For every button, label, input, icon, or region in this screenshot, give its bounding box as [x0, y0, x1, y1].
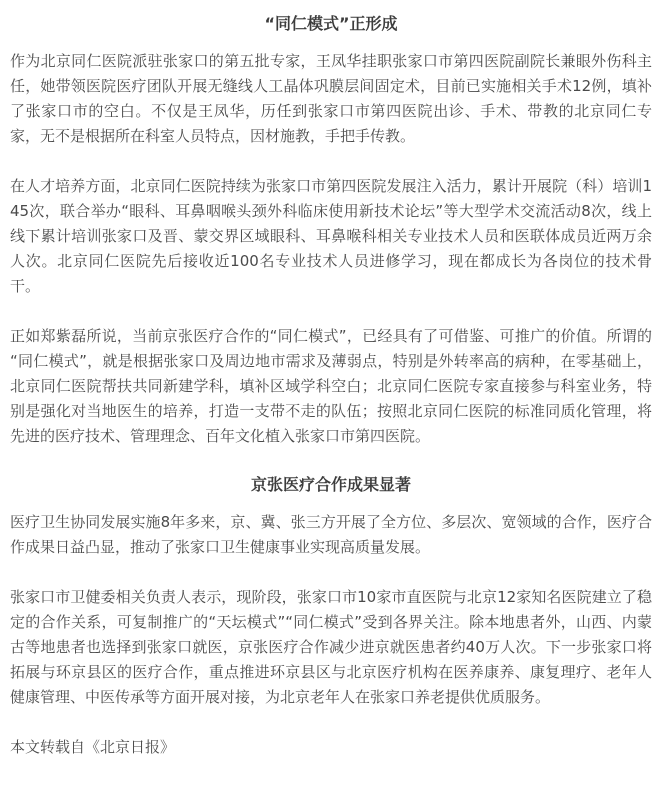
article-paragraph-1: 作为北京同仁医院派驻张家口的第五批专家，王凤华挂职张家口市第四医院副院长兼眼外伤科主任，她带领医院医疗团队开展无缝线人工晶体巩膜层间固定术，目前已实施相关手术12例，填补了张家口市的空白。不仅是王凤华，历任到张家口市第四医院出诊、手术、带教的北京同仁专家，无不是根据所在科室人员特点，因材施教，手把手传教。 [10, 52, 652, 145]
article-paragraph-3: 正如郑紫磊所说，当前京张医疗合作的“同仁模式”，已经具有了可借鉴、可推广的价值。所谓的“同仁模式”，就是根据张家口及周边地市需求及薄弱点，特别是外转率高的病种，在零基础上，北京同仁医院帮扶共同新建学科，填补区域学科空白；北京同仁医院专家直接参与科室业务，特别是强化对当地医生的培养，打造一支带不走的队伍；按照北京同仁医院的标准同质化管理，将先进的医疗技术、管理理念、百年文化植入张家口市第四医院。 [10, 327, 652, 445]
source-note: 本文转载自《北京日报》 [10, 738, 176, 756]
article-paragraph-4: 医疗卫生协同发展实施8年多来，京、冀、张三方开展了全方位、多层次、宽领域的合作，医疗合作成果日益凸显，推动了张家口卫生健康事业实现高质量发展。 [10, 513, 652, 556]
section-heading-cooperation-results: 京张医疗合作成果显著 [250, 475, 411, 494]
section-heading-tongren-mode: “同仁模式”正形成 [264, 14, 398, 33]
article-paragraph-2: 在人才培养方面，北京同仁医院持续为张家口市第四医院发展注入活力，累计开展院（科）培训145次，联合举办“眼科、耳鼻咽喉头颈外科临床使用新技术论坛”等大型学术交流活动8次，线上线下累计培训张家口及晋、蒙交界区域眼科、耳鼻喉科相关专业技术人员和医联体成员近两万余人次。北京同仁医院先后接收近100名专业技术人员进修学习，现在都成长为各岗位的技术骨干。 [10, 177, 652, 295]
article-paragraph-5: 张家口市卫健委相关负责人表示，现阶段，张家口市10家市直医院与北京12家知名医院建立了稳定的合作关系，可复制推广的“天坛模式”“同仁模式”受到各界关注。除本地患者外，山西、内蒙古等地患者也选择到张家口就医，京张医疗合作减少进京就医患者约40万人次。下一步张家口将拓展与环京县区的医疗合作，重点推进环京县区与北京医疗机构在医养康养、康复理疗、老年人健康管理、中医传承等方面开展对接，为北京老年人在张家口养老提供优质服务。 [10, 588, 652, 706]
